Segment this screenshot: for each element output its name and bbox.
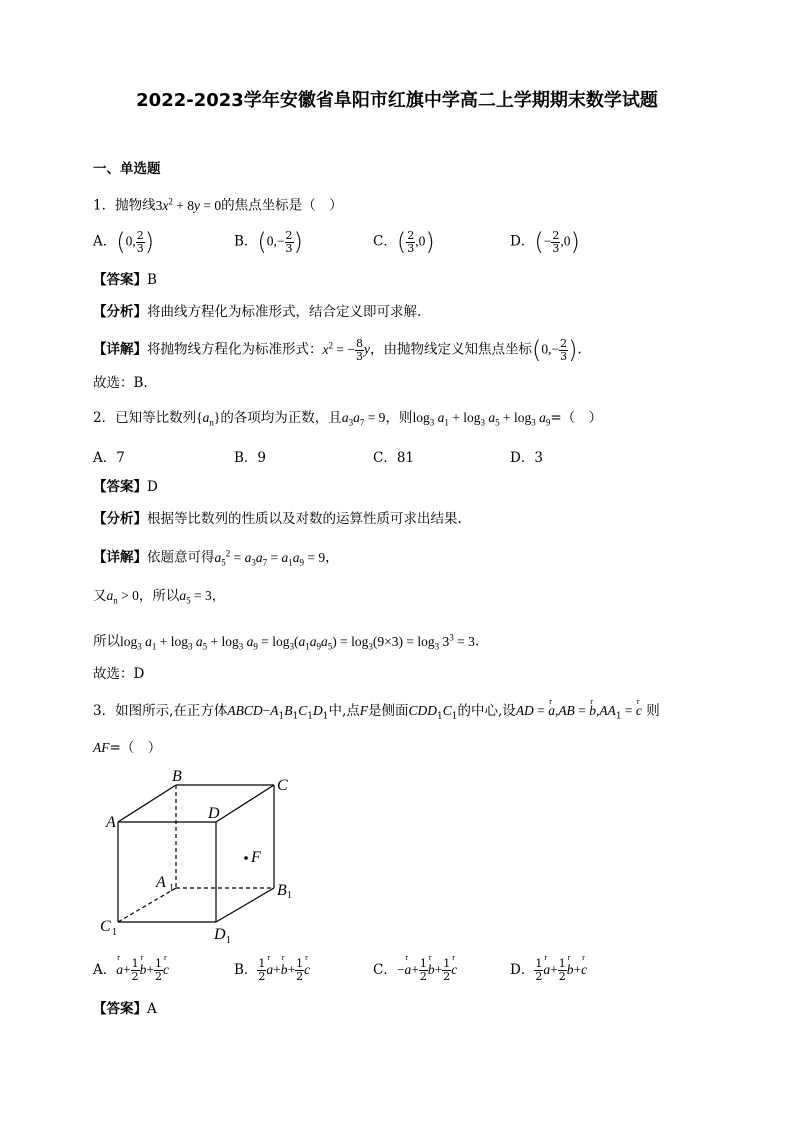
q1-option-b: B．(0,− $\frac{2}{3}$ ) [234, 228, 303, 256]
vertex-label-b1: A [156, 874, 166, 891]
q3-option-c: C．−r a+ $\frac{1}{2}$ r b+ $\frac{1}{2}$ r c [373, 958, 457, 983]
svg-text:1: 1 [169, 883, 174, 894]
q2-stem: 2．已知等比数列$\{a_n\}$的各项均为正数，且$a_3a_7 = 9$，则$\log_3 a_1 + \log_3 a_5 + \log_3 a_9=$（ ） [93, 410, 603, 428]
q2-analysis: 【分析】根据等比数列的性质以及对数的运算性质可求出结果. [93, 511, 462, 527]
q2-detail: 【详解】依题意可得$a_5^2 = a_3a_7 = a_1a_9 = 9$， [93, 548, 339, 568]
svg-text:1: 1 [226, 935, 231, 946]
q2-detail-line2: 又$a_n > 0$，所以$a_5 = 3$， [93, 588, 226, 606]
vertex-label-d1: D [214, 926, 226, 943]
q1-option-d: D．(− $\frac{2}{3}$ ,0) [510, 228, 580, 256]
q3-option-d: D． $\frac{1}{2}$ r a+ $\frac{1}{2}$ r b+r c [510, 958, 587, 983]
svg-text:1: 1 [287, 890, 292, 901]
q1-detail: 【详解】将抛物线方程化为标准形式：$x^2$ = − $\frac{8}{3}$ y，由抛物线定义知焦点坐标(0,− $\frac{2}{3}$ ). [93, 336, 582, 364]
q2-answer: 【答案】D [93, 479, 158, 495]
q1-analysis: 【分析】将曲线方程化为标准形式，结合定义即可求解. [93, 304, 422, 320]
page-title: 2022-2023学年安徽省阜阳市红旗中学高二上学期期末数学试题 [136, 90, 658, 111]
q2-option-c: C．81 [373, 450, 415, 466]
svg-text:1: 1 [112, 927, 117, 938]
q2-conclusion: 故选：D [93, 666, 145, 682]
vertex-label-c1: B [277, 882, 287, 899]
vertex-label-d: D [208, 805, 220, 822]
q2-detail-line3: 所以$\log_3 a_1 + \log_3 a_5 + \log_3 a_9 = \log_3(a_1a_9a_5) = \log_3(9\times 3) = \log_3 3^3 = 3$. [93, 632, 480, 652]
q1-stem-suffix: 的焦点坐标是（ ） [221, 197, 343, 214]
q3-answer: 【答案】A [93, 1001, 157, 1017]
cube-figure [98, 770, 308, 950]
vertex-label-a1: C [100, 918, 111, 935]
q3-stem-line2: AF=（ ） [93, 740, 162, 756]
q1-stem [93, 191, 343, 216]
q1-option-a: A．(0, $\frac{2}{3}$ ) [93, 228, 155, 256]
q1-stem-prefix: 1．抛物线 [93, 197, 156, 214]
q3-option-a: A．r a+ $\frac{1}{2}$ r b+ $\frac{1}{2}$ r c [93, 958, 169, 983]
q1-conclusion: 故选：B. [93, 375, 148, 391]
q2-option-d: D．3 [510, 450, 543, 466]
q3-option-b: B． $\frac{1}{2}$ r a+r b+ $\frac{1}{2}$ r c [234, 958, 310, 983]
q2-option-a: A．7 [93, 450, 125, 466]
q2-option-b: B．9 [234, 450, 267, 466]
point-label-f: F [251, 849, 261, 866]
q1-answer: 【答案】B [93, 272, 157, 288]
q3-stem: 3．如图所示,在正方体$ABCD-A_1B_1C_1D_1$中,点F是侧面$CDD_1C_1$的中心,设AD = r a,AB = r $b,AA_1 = r$ c 则 [93, 701, 660, 727]
q1-equation: $3x^2 + 8y = 0$ [155, 196, 222, 213]
vertex-label-c: C [277, 777, 288, 794]
section-heading: 一、单选题 [93, 161, 161, 177]
q1-option-c: C．( $\frac{2}{3}$ ,0) [373, 228, 435, 256]
vertex-label-a: A [106, 814, 116, 831]
vertex-label-b: B [172, 770, 182, 785]
